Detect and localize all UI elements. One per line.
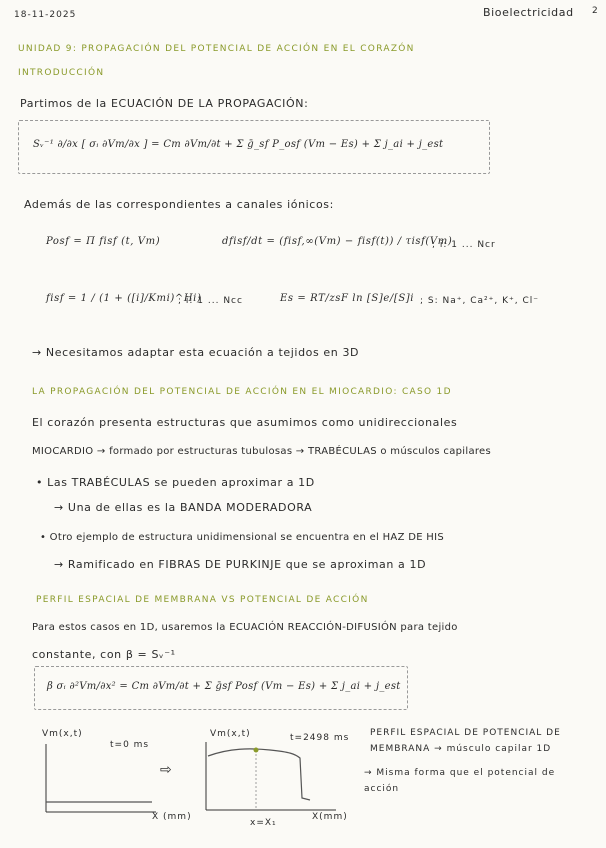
graph2-x-marker: x=X₁ [250, 818, 277, 828]
reaction-diffusion-equation: β σᵢ ∂²Vm/∂x² = Cm ∂Vm/∂t + Σ ḡsf Posf (Vm − Es) + Σ j_ai + j_est [47, 681, 401, 692]
graph2-time: t=2498 ms [290, 733, 350, 743]
propagation-equation: Sᵥ⁻¹ ∂/∂x [ σᵢ ∂Vm/∂x ] = Cm ∂Vm/∂t + Σ ḡ_sf P_osf (Vm − Es) + Σ j_ai + j_est [33, 139, 444, 150]
graph1-ylabel: Vm(x,t) [42, 729, 83, 739]
reaction-diffusion-box [34, 666, 408, 710]
graph2-xlabel: X(mm) [312, 812, 348, 822]
intro-text: Partimos de la ECUACIÓN DE LA PROPAGACIÓN: [20, 97, 309, 110]
graph1-xlabel: X (mm) [152, 812, 192, 822]
nernst-equation: Es = RT/zsF ln [S]e/[S]i [280, 293, 415, 304]
myo-line-6: → Ramificado en FIBRAS DE PURKINJE que se aproximan a 1D [54, 558, 427, 571]
note-line-1: PERFIL ESPACIAL DE POTENCIAL DE [370, 728, 561, 738]
note-line-4: acción [364, 784, 400, 794]
section-intro: INTRODUCCIÓN [18, 68, 105, 78]
profile-line-1: Para estos casos en 1D, usaremos la ECUACIÓN REACCIÓN-DIFUSIÓN para tejido [32, 622, 458, 633]
section-myocardium: LA PROPAGACIÓN DEL POTENCIAL DE ACCIÓN EN EL MIOCARDIO: CASO 1D [32, 387, 452, 397]
myo-line-1: El corazón presenta estructuras que asumimos como unidireccionales [32, 416, 458, 429]
dfdt-equation: dfisf/dt = (fisf,∞(Vm) − fisf(t)) / τisf(Vm) [222, 236, 453, 247]
myo-line-4: → Una de ellas es la BANDA MODERADORA [54, 501, 313, 514]
adapt-text: → Necesitamos adaptar esta ecuación a tejidos en 3D [32, 346, 360, 359]
graph2-ylabel: Vm(x,t) [210, 729, 251, 739]
note-line-3: → Misma forma que el potencial de [364, 768, 556, 778]
note-line-2: MEMBRANA → músculo capilar 1D [370, 744, 552, 754]
graph2-axes [200, 738, 340, 818]
unit-title: UNIDAD 9: PROPAGACIÓN DEL POTENCIAL DE ACCIÓN EN EL CORAZÓN [18, 44, 415, 54]
propagation-equation-box [18, 120, 490, 174]
myo-line-2: MIOCARDIO → formado por estructuras tubulosas → TRABÉCULAS o músculos capilares [32, 446, 492, 457]
fisf-equation: fisf = 1 / (1 + ([i]/Kmi)^Hi) [46, 293, 202, 304]
arrow-icon: ⇨ [160, 762, 173, 778]
channels-text: Además de las correspondientes a canales iónicos: [24, 198, 334, 211]
date: 18-11-2025 [14, 10, 77, 20]
section-profile: PERFIL ESPACIAL DE MEMBRANA VS POTENCIAL DE ACCIÓN [36, 595, 369, 605]
page-number: 2 [592, 6, 599, 16]
profile-line-2: constante, con β = Sᵥ⁻¹ [32, 648, 176, 661]
graph1-time: t=0 ms [110, 740, 150, 750]
graph1-axes [40, 740, 160, 820]
i-range-2: ; i: 1 ... Ncc [178, 296, 243, 306]
i-range-1: ; i: 1 ... Ncr [432, 240, 496, 250]
ions-list: ; S: Na⁺, Ca²⁺, K⁺, Cl⁻ [420, 296, 540, 306]
subject: Bioelectricidad [483, 6, 574, 19]
posf-equation: Posf = Π fisf (t, Vm) [46, 236, 161, 247]
myo-line-5: • Otro ejemplo de estructura unidimensional se encuentra en el HAZ DE HIS [40, 532, 445, 543]
myo-line-3: • Las TRABÉCULAS se pueden aproximar a 1D [36, 476, 315, 489]
